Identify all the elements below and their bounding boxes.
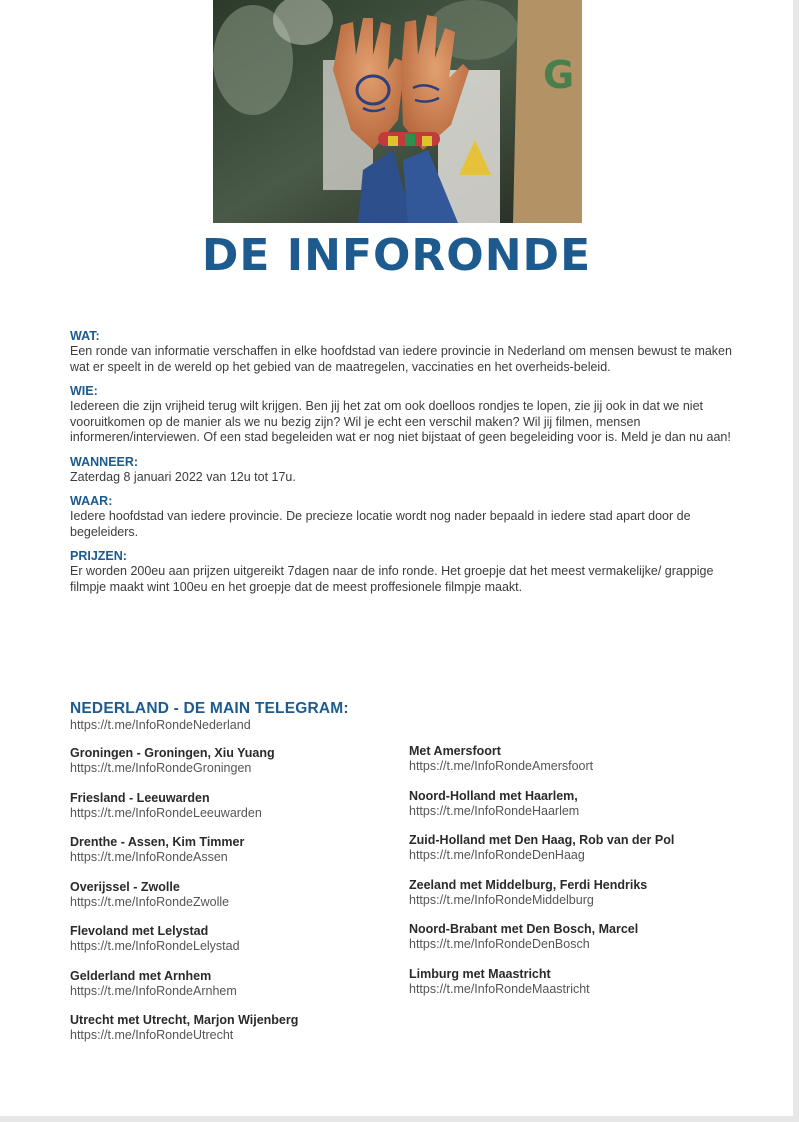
telegram-link[interactable]: https://t.me/InfoRondeZwolle	[70, 894, 230, 909]
telegram-link[interactable]: https://t.me/InfoRondeDenBosch	[409, 937, 590, 951]
province-name: Gelderland met Arnhem	[70, 968, 212, 983]
hero-photo-raised-hands	[213, 0, 582, 223]
telegram-link[interactable]: https://t.me/InfoRondeDenHaag	[409, 848, 585, 862]
section-body: Een ronde van informatie verschaffen in elke hoofdstad van iedere provincie in Nederland om mensen bewust te maken wat er speelt in de wereld op het gebied van de maatregelen, vaccinaties en het overheids-beleid.	[70, 344, 732, 374]
telegram-link[interactable]: https://t.me/InfoRondeUtrecht	[70, 1028, 234, 1042]
section-prijzen	[70, 549, 735, 595]
telegram-link[interactable]: https://t.me/InfoRondeGroningen	[70, 761, 252, 775]
telegram-link[interactable]: https://t.me/InfoRondeHaarlem	[409, 803, 580, 818]
province-name: Friesland - Leeuwarden	[70, 790, 210, 805]
province-name: Noord-Holland met Haarlem,	[409, 788, 578, 803]
telegram-link[interactable]: https://t.me/InfoRondeLelystad	[70, 939, 240, 953]
list-item	[70, 835, 390, 865]
section-heading: PRIJZEN:	[70, 549, 127, 563]
telegram-link[interactable]: https://t.me/InfoRondeArnhem	[70, 983, 237, 998]
info-sections	[70, 329, 735, 604]
province-name: Groningen - Groningen, Xiu Yuang	[70, 746, 275, 760]
page-title: DE INFORONDE	[201, 230, 592, 281]
telegram-link[interactable]: https://t.me/InfoRondeAmersfoort	[409, 759, 594, 773]
list-item	[409, 967, 729, 997]
section-heading: WIE:	[70, 384, 98, 398]
province-name: Utrecht met Utrecht, Marjon Wijenberg	[70, 1013, 299, 1027]
telegram-link[interactable]: https://t.me/InfoRondeMiddelburg	[409, 892, 594, 907]
main-telegram-block	[70, 700, 730, 733]
list-item	[409, 789, 729, 819]
province-name: Limburg met Maastricht	[409, 966, 551, 981]
province-name: Zeeland met Middelburg, Ferdi Hendriks	[409, 877, 648, 892]
section-body: Zaterdag 8 januari 2022 van 12u tot 17u.	[70, 469, 296, 484]
section-wanneer	[70, 455, 735, 486]
province-name: Drenthe - Assen, Kim Timmer	[70, 835, 245, 849]
section-wat	[70, 329, 735, 375]
province-name: Flevoland met Lelystad	[70, 924, 209, 938]
list-item	[70, 924, 390, 954]
telegram-link[interactable]: https://t.me/InfoRondeAssen	[70, 850, 228, 864]
list-item	[70, 746, 390, 776]
list-item	[70, 1013, 390, 1043]
main-telegram-link[interactable]: https://t.me/InfoRondeNederland	[70, 718, 251, 732]
province-name: Overijssel - Zwolle	[70, 879, 180, 894]
section-body: Iedere hoofdstad van iedere provincie. De precieze locatie wordt nog nader bepaald in iedere stad apart door de begeleiders.	[70, 509, 691, 539]
list-item	[409, 744, 729, 774]
main-telegram-heading: NEDERLAND - DE MAIN TELEGRAM:	[70, 700, 349, 717]
section-body: Er worden 200eu aan prijzen uitgereikt 7dagen naar de info ronde. Het groepje dat het meest vermakelijke/ grappige filmpje maakt wint 100eu en het groepje dat de meest proffesionele filmpje maakt.	[70, 564, 714, 594]
telegram-link[interactable]: https://t.me/InfoRondeMaastricht	[409, 981, 590, 996]
section-waar	[70, 494, 735, 540]
province-name: Zuid-Holland met Den Haag, Rob van der Pol	[409, 833, 675, 847]
section-heading: WAT:	[70, 329, 100, 343]
list-item	[409, 878, 729, 908]
province-name: Noord-Brabant met Den Bosch, Marcel	[409, 922, 639, 936]
list-item	[409, 922, 729, 952]
list-item	[70, 791, 390, 821]
list-item	[70, 969, 390, 999]
province-name: Met Amersfoort	[409, 744, 501, 758]
list-item	[70, 880, 390, 910]
section-heading: WANNEER:	[70, 454, 139, 469]
telegram-link[interactable]: https://t.me/InfoRondeLeeuwarden	[70, 805, 262, 820]
province-list-right	[409, 744, 729, 1011]
section-wie	[70, 384, 735, 446]
section-heading: WAAR:	[70, 494, 113, 508]
svg-text:G: G	[543, 53, 575, 97]
province-list-left	[70, 746, 390, 1058]
section-body: Iedereen die zijn vrijheid terug wilt krijgen. Ben jij het zat om ook doelloos rondjes te lopen, zie jij ook in dat we niet vooruitkomen op de manier als we nu bezig zijn? Wil je echt een verschil maken? Wil jij filmen, mensen informeren/interviewen. Of een stad begeleiden wat er nog niet bijstaat of geen begeleiding voor is. Meld je dan nu aan!	[70, 399, 731, 444]
list-item	[409, 833, 729, 863]
